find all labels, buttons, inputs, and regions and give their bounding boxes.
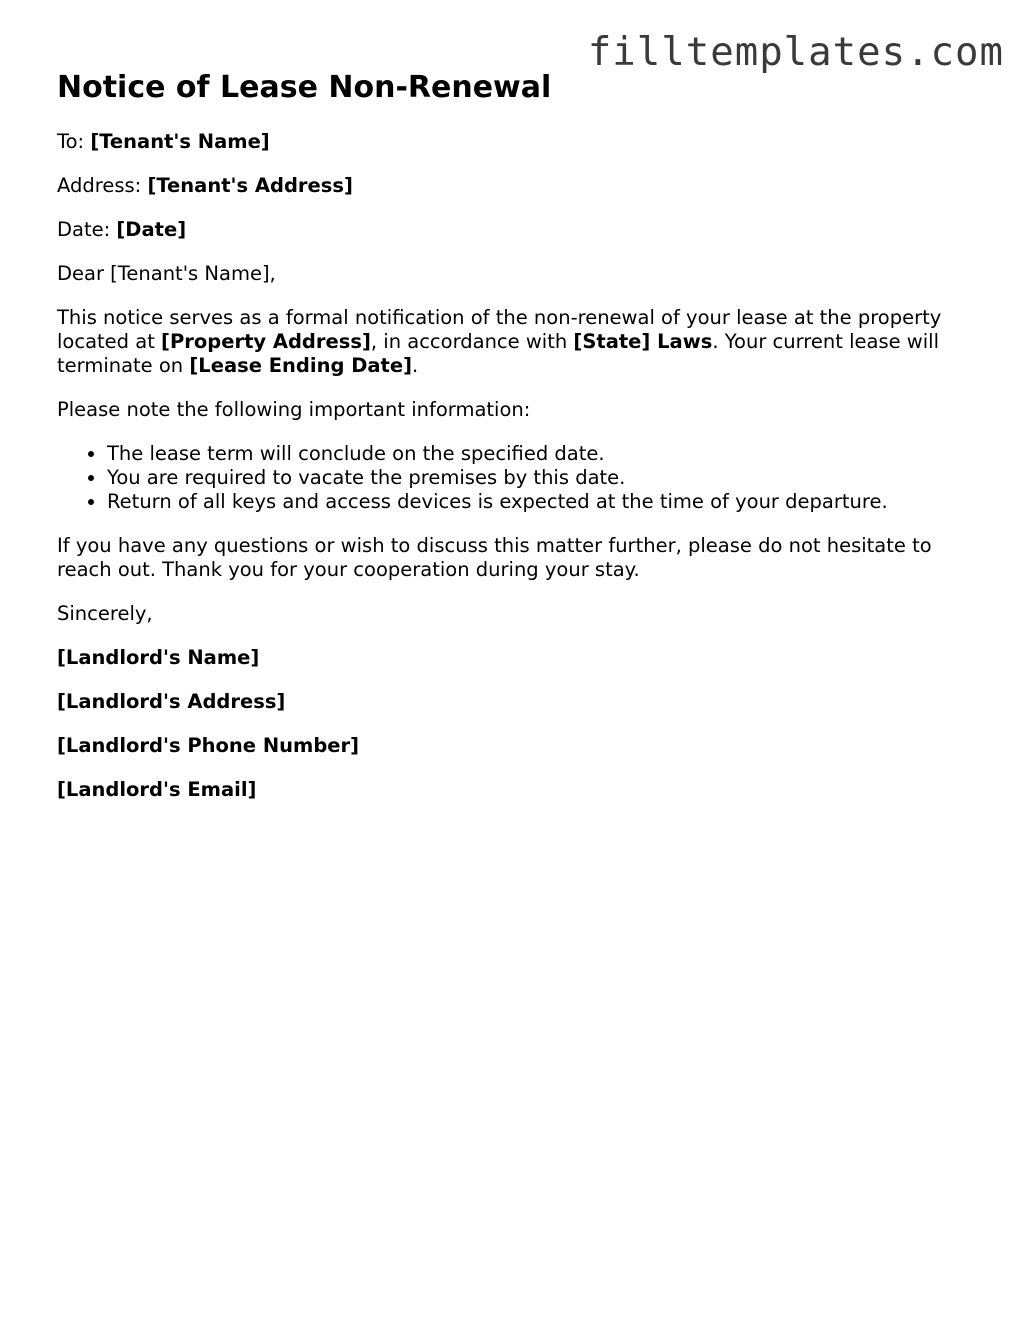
tenant-address-placeholder: [Tenant's Address] (147, 174, 353, 197)
notice-text-1: This notice serves as a formal notification of the non-renewal of your lease at the property located at (57, 306, 942, 353)
note-intro: Please note the following important information: (57, 398, 531, 421)
landlord-phone: [Landlord's Phone Number] (57, 734, 360, 757)
closing-paragraph: If you have any questions or wish to discuss this matter further, please do not hesitate to reach out. Thank you for your cooperation during your stay. (57, 534, 932, 581)
landlord-address: [Landlord's Address] (57, 690, 286, 713)
notice-text-2: , in accordance with (370, 330, 574, 353)
to-label: To: (57, 130, 85, 153)
sign-off: Sincerely, (57, 602, 153, 625)
notice-text-4: . (412, 354, 419, 377)
watermark: filltemplates.com (587, 30, 1004, 75)
landlord-name: [Landlord's Name] (57, 646, 260, 669)
date-label: Date: (57, 218, 111, 241)
landlord-email: [Landlord's Email] (57, 778, 257, 801)
notice-paragraph (57, 306, 987, 378)
address-label: Address: (57, 174, 142, 197)
info-list (57, 442, 987, 514)
list-item: • You are required to vacate the premises by this date. (107, 466, 987, 490)
to-line (57, 130, 987, 154)
list-item: • The lease term will conclude on the specified date. (107, 442, 987, 466)
address-line (57, 174, 987, 198)
notice-text-3: . Your current lease will terminate on (57, 330, 939, 377)
document-body (57, 68, 987, 822)
state-laws-placeholder: [State] Laws (573, 330, 713, 353)
list-item: • Return of all keys and access devices is expected at the time of your departure. (107, 490, 987, 514)
document-title: Notice of Lease Non-Renewal (57, 70, 552, 105)
tenant-name-placeholder: [Tenant's Name] (90, 130, 270, 153)
date-line (57, 218, 987, 242)
lease-end-date-placeholder: [Lease Ending Date] (189, 354, 412, 377)
salutation: Dear [Tenant's Name], (57, 262, 276, 285)
date-placeholder: [Date] (116, 218, 187, 241)
property-address-placeholder: [Property Address] (161, 330, 371, 353)
